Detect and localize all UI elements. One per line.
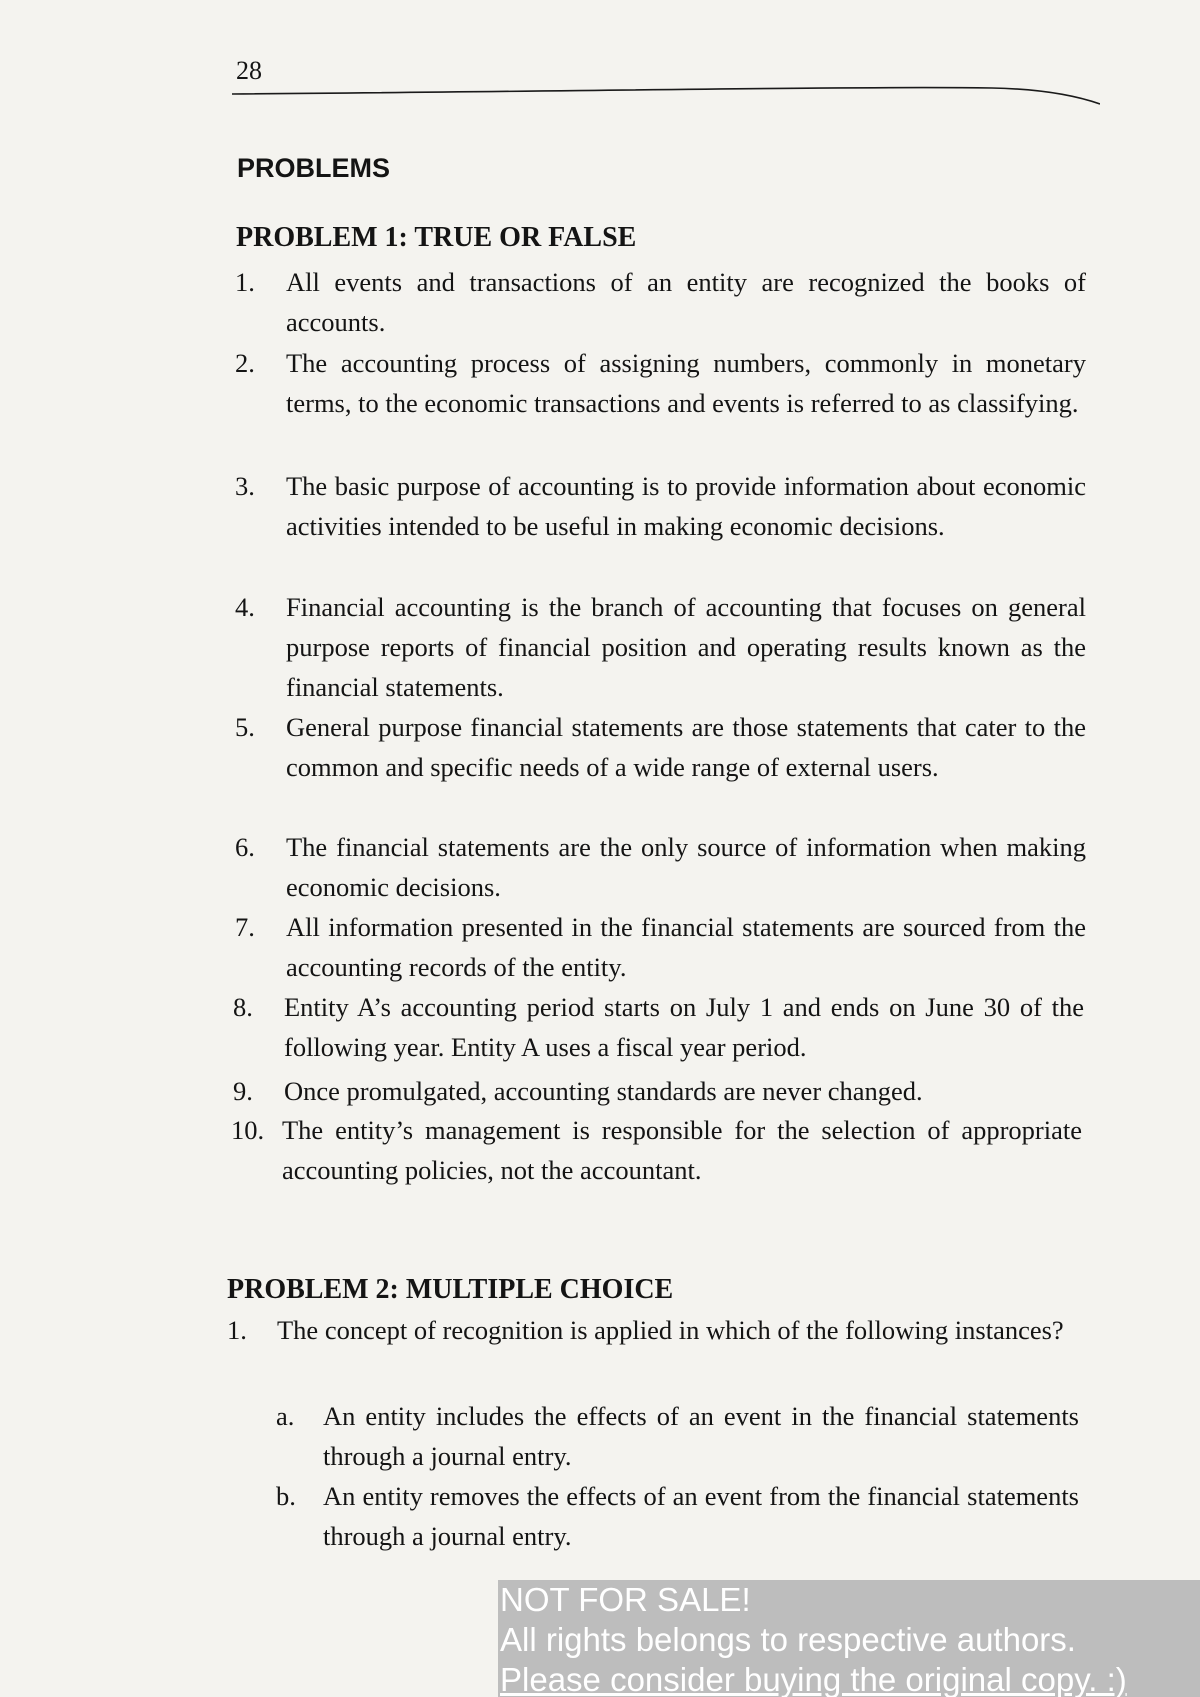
true-false-item (235, 466, 1086, 546)
item-text: All events and transactions of an entity are recognized the books of accounts. (286, 267, 1086, 337)
item-text: Once promulgated, accounting standards are never changed. (284, 1076, 923, 1106)
multiple-choice-question (227, 1310, 1084, 1350)
choice-text: An entity removes the effects of an event from the financial statements through a journal entry. (323, 1481, 1079, 1551)
item-text: The financial statements are the only source of information when making economic decisions. (286, 832, 1086, 902)
choice-item (276, 1476, 1079, 1556)
true-false-item (235, 707, 1086, 787)
item-text: The accounting process of assigning numbers, commonly in monetary terms, to the economic transactions and events is referred to as classifying. (286, 348, 1086, 418)
page-number: 28 (236, 56, 262, 85)
watermark-line-3: Please consider buying the original copy. :) (500, 1661, 1127, 1697)
item-text: The basic purpose of accounting is to provide information about economic activities intended to be useful in making economic decisions. (286, 471, 1086, 541)
problem-2-heading: PROBLEM 2: MULTIPLE CHOICE (227, 1274, 674, 1305)
item-number: 6. (235, 832, 255, 862)
section-title: PROBLEMS (237, 153, 391, 183)
watermark-banner (498, 1580, 1200, 1697)
question-number: 1. (227, 1315, 247, 1345)
item-number: 3. (235, 471, 255, 501)
item-text: All information presented in the financial statements are sourced from the accounting records of the entity. (286, 912, 1086, 982)
item-text: Entity A’s accounting period starts on July 1 and ends on June 30 of the following year. Entity A uses a fiscal year period. (284, 992, 1084, 1062)
true-false-item (231, 1110, 1082, 1190)
true-false-item (235, 827, 1086, 907)
true-false-item (235, 587, 1086, 707)
item-number: 5. (235, 712, 255, 742)
item-number: 1. (235, 267, 255, 297)
item-number: 9. (233, 1076, 253, 1106)
header-rule (232, 70, 1100, 110)
choice-item (276, 1396, 1079, 1476)
true-false-item (233, 1071, 1084, 1111)
watermark-line-2: All rights belongs to respective authors. (500, 1621, 1076, 1658)
true-false-item (235, 343, 1086, 423)
item-text: Financial accounting is the branch of accounting that focuses on general purpose reports of financial position and operating results known as the financial statements. (286, 592, 1086, 702)
watermark-line-1: NOT FOR SALE! (500, 1581, 751, 1618)
item-number: 8. (233, 992, 253, 1022)
question-text: The concept of recognition is applied in which of the following instances? (277, 1315, 1064, 1345)
true-false-item (233, 987, 1084, 1067)
item-text: The entity’s management is responsible for the selection of appropriate accounting policies, not the accountant. (282, 1115, 1082, 1185)
choice-text: An entity includes the effects of an event in the financial statements through a journal entry. (323, 1401, 1079, 1471)
item-number: 2. (235, 348, 255, 378)
true-false-item (235, 907, 1086, 987)
item-number: 4. (235, 592, 255, 622)
choice-letter: a. (276, 1401, 295, 1431)
true-false-item (235, 262, 1086, 342)
choice-letter: b. (276, 1481, 296, 1511)
item-text: General purpose financial statements are those statements that cater to the common and specific needs of a wide range of external users. (286, 712, 1086, 782)
item-number: 7. (235, 912, 255, 942)
problem-1-heading: PROBLEM 1: TRUE OR FALSE (236, 222, 637, 253)
item-number: 10. (231, 1115, 265, 1145)
